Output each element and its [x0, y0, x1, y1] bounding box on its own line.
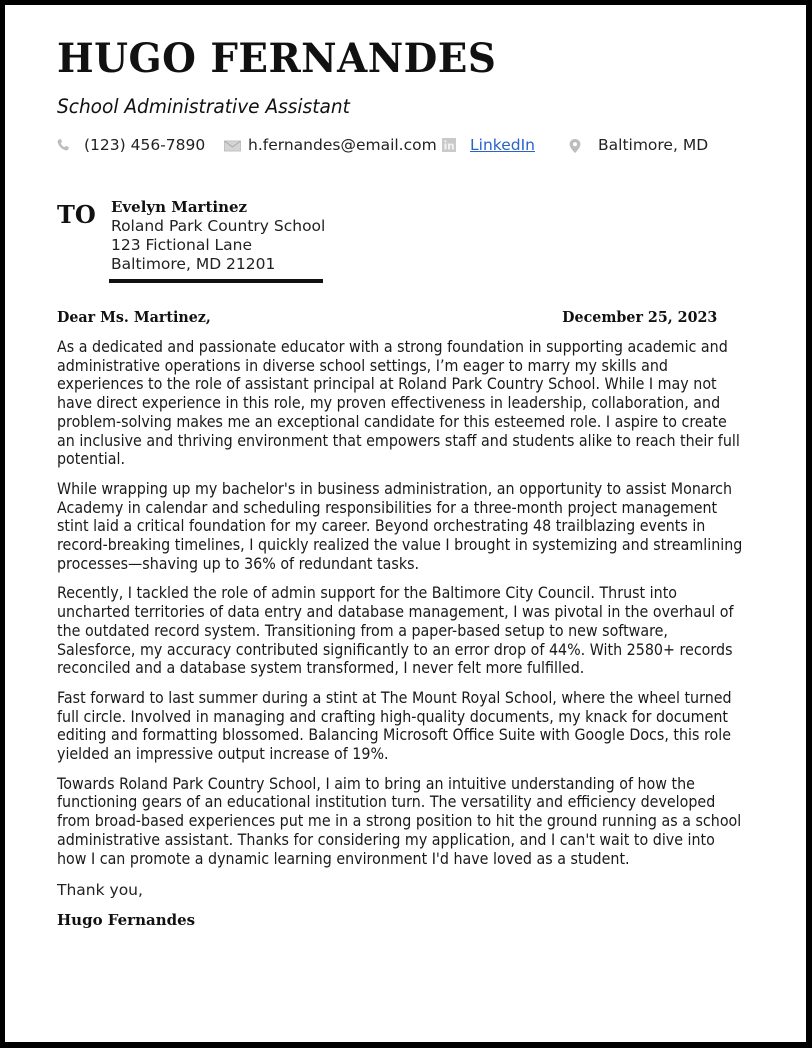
linkedin-icon	[442, 138, 456, 152]
envelope-icon	[224, 138, 241, 152]
to-label: TO	[57, 200, 96, 229]
body-paragraph: Recently, I tackled the role of admin support for the Baltimore City Council. Thrust into uncharted territories of data entry and database management, I was pivotal in the overhaul of the outdated record system. Transitioning from a paper-based setup to new software, Salesforce, my accuracy contributed significantly to an error drop of 44%. With 2580+ records reconciled and a database system transformed, I never felt more fulfilled.	[57, 584, 734, 678]
phone-icon	[56, 138, 70, 152]
recipient-city: Baltimore, MD 21201	[111, 255, 276, 273]
body-paragraph: While wrapping up my bachelor's in business administration, an opportunity to assist Monarch Academy in calendar and scheduling responsibilities for a three-month project management stint laid a critical foundation for my career. Beyond orchestrating 48 trailblazing events in record-breaking timelines, I quickly realized the value I brought in systemizing and streamlining processes—shaving up to 36% of redundant tasks.	[57, 479, 743, 573]
applicant-title: School Administrative Assistant	[57, 95, 350, 118]
letter-date: December 25, 2023	[561, 308, 717, 326]
contact-email	[224, 136, 437, 154]
email-address: h.fernandes@email.com	[248, 136, 437, 154]
recipient-divider	[109, 279, 323, 283]
map-pin-icon	[568, 138, 582, 152]
recipient-block	[111, 198, 325, 274]
cover-letter-page	[5, 5, 806, 1042]
phone-number: (123) 456-7890	[84, 136, 206, 154]
signature: Hugo Fernandes	[57, 911, 196, 929]
location-text: Baltimore, MD	[598, 136, 709, 154]
recipient-street: 123 Fictional Lane	[111, 236, 253, 254]
contact-location	[568, 136, 708, 154]
body-paragraph: Fast forward to last summer during a stint at The Mount Royal School, where the wheel turned full circle. Involved in managing and crafting high-quality documents, my knack for document editing and formatting blossomed. Balancing Microsoft Office Suite with Google Docs, this role yielded an impressive output increase of 19%.	[57, 688, 732, 764]
recipient-name: Evelyn Martinez	[111, 198, 248, 216]
contact-linkedin	[442, 136, 535, 154]
salutation: Dear Ms. Martinez,	[57, 308, 211, 326]
contact-phone	[56, 136, 205, 154]
contact-bar	[5, 136, 806, 158]
body-paragraph: Towards Roland Park Country School, I aim to bring an intuitive understanding of how the functioning gears of an educational institution turn. The versatility and efficiency developed from broad-based experiences put me in a strong position to hit the ground running as a school administrative assistant. Thanks for considering my application, and I can't wait to dive into how I can promote a dynamic learning environment I'd have loved as a student.	[57, 774, 742, 868]
body-paragraph: As a dedicated and passionate educator with a strong foundation in supporting academic and administrative operations in diverse school settings, I’m eager to marry my skills and experiences to the role of assistant principal at Roland Park Country School. While I may not have direct experience in this role, my proven effectiveness in leadership, collaboration, and problem-solving makes me an exceptional candidate for this esteemed role. I aspire to create an inclusive and thriving environment that empowers staff and students alike to reach their full potential.	[57, 338, 740, 469]
linkedin-link[interactable]: LinkedIn	[470, 136, 535, 154]
applicant-name: HUGO FERNANDES	[57, 35, 497, 82]
recipient-organization: Roland Park Country School	[111, 217, 326, 235]
letter-body	[57, 338, 747, 879]
closing: Thank you,	[57, 881, 143, 899]
